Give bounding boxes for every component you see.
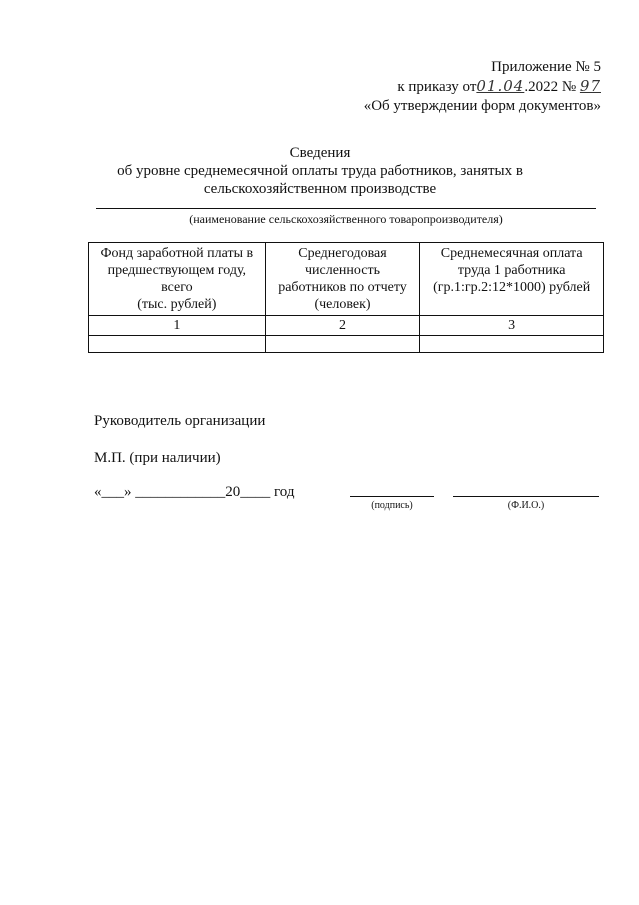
producer-name-line[interactable]: [96, 208, 596, 209]
appendix-header: [364, 58, 601, 116]
average-salary-cell[interactable]: [420, 336, 604, 353]
handwritten-number: 97: [579, 77, 601, 95]
header-headcount: Среднегодовая численность работников по отчету (человек): [265, 243, 420, 316]
header-average-salary: Среднемесячная оплата труда 1 работника (гр.1:гр.2:12*1000) рублей: [420, 243, 604, 316]
signature-line[interactable]: [350, 496, 434, 497]
producer-name-caption: (наименование сельскохозяйственного товаропроизводителя): [189, 212, 503, 226]
appendix-number: Приложение № 5: [491, 59, 601, 75]
document-title: Сведения об уровне среднемесячной оплаты труда работников, занятых в сельскохозяйственном производстве: [117, 145, 523, 197]
date-line[interactable]: «___» ____________20____ год: [94, 484, 295, 500]
column-number: 1: [89, 316, 266, 336]
full-name-caption: (Ф.И.О.): [507, 500, 545, 511]
table-header-row: [89, 243, 604, 316]
header-salary-fund: Фонд заработной платы в предшествующем году, всего (тыс. рублей): [89, 243, 266, 316]
head-of-organization-label: Руководитель организации: [94, 413, 266, 429]
salary-fund-cell[interactable]: [89, 336, 266, 353]
signature-caption: (подпись): [371, 500, 413, 511]
order-reference: к приказу от01.04.2022 № 97: [397, 77, 601, 95]
column-number: 2: [265, 316, 420, 336]
full-name-line[interactable]: [453, 496, 599, 497]
seal-label: М.П. (при наличии): [94, 450, 221, 466]
table-number-row: [89, 316, 604, 336]
salary-table: [88, 242, 604, 353]
column-number: 3: [420, 316, 604, 336]
order-title: «Об утверждении форм документов»: [363, 98, 601, 114]
table-data-row: [89, 336, 604, 353]
headcount-cell[interactable]: [265, 336, 420, 353]
handwritten-date: 01.04: [476, 77, 525, 95]
